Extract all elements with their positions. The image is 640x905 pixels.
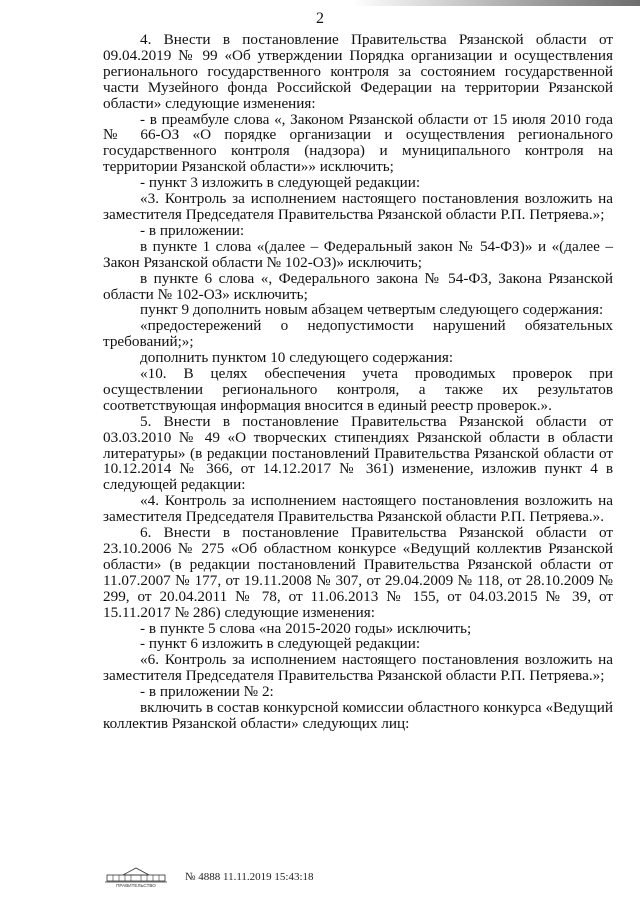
- paragraph-appendix-p9-text: «предостережений о недопустимости нарушений обязательных требований;»;: [103, 317, 613, 351]
- paragraph-5-text: «4. Контроль за исполнением настоящего постановления возложить на заместителя Председателя Правительства Рязанской области Р.П. Петряева.».: [103, 492, 613, 526]
- paragraph-6-include: включить в состав конкурсной комиссии областного конкурса «Ведущий коллектив Рязанской области» следующих лиц:: [103, 699, 613, 732]
- paragraph-appendix-p10-text: «10. В целях обеспечения учета проводимых проверок при осуществлении регионального контроля, а также их результатов соответствующая информация вносится в единый реестр проверок.».: [103, 365, 613, 414]
- scan-top-edge: [0, 0, 640, 6]
- paragraph-6-appendix2: - в приложении № 2:: [140, 683, 274, 701]
- paragraph-6: 6. Внести в постановление Правительства Рязанской области от 23.10.2006 № 275 «Об областном конкурсе «Ведущий коллектив Рязанской области» (в редакции постановлений Правительства Рязанской области от 11.07.2007 № 177, от 19.11.2008 № 307, от 29.04.2009 № 118, от 28.10.2009 № 299, от 20.04.2011 № 78, от 11.06.2013 № 155, от 04.03.2015 № 39, от 15.11.2017 № 286) следующие изменения:: [103, 524, 613, 621]
- document-reference: № 4888 11.11.2019 15:43:18: [185, 871, 314, 883]
- paragraph-6-item6-text: «6. Контроль за исполнением настоящего постановления возложить на заместителя Председателя Правительства Рязанской области Р.П. Петряева.»;: [103, 651, 613, 685]
- paragraph-item3: - пункт 3 изложить в следующей редакции:: [140, 174, 421, 192]
- document-body: [103, 32, 613, 732]
- paragraph-appendix-p9: пункт 9 дополнить новым абзацем четвертым следующего содержания:: [140, 301, 604, 319]
- paragraph-preamble: - в преамбуле слова «, Законом Рязанской области от 15 июля 2010 года № 66-ОЗ «О порядке организации и осуществления регионального государственного контроля (надзора) и муниципального контроля на территории Рязанской области»» исключить;: [103, 110, 613, 176]
- page-number: 2: [316, 10, 324, 27]
- paragraph-appendix-p1: в пункте 1 слова «(далее – Федеральный закон № 54-ФЗ)» и «(далее – Закон Рязанской области № 102-ОЗ)» исключить;: [103, 237, 613, 271]
- paragraph-6-item6: - пункт 6 изложить в следующей редакции:: [140, 635, 421, 653]
- footer: [105, 866, 405, 888]
- government-building-logo: [105, 866, 167, 888]
- paragraph-item3-text: «3. Контроль за исполнением настоящего постановления возложить на заместителя Председателя Правительства Рязанской области Р.П. Петряева.»;: [103, 190, 613, 223]
- paragraph-4: 4. Внести в постановление Правительства Рязанской области от 09.04.2019 № 99 «Об утверждении Порядка организации и осуществления регионального государственного контроля за состоянием государственной части Музейного фонда Российской Федерации на территории Рязанской области» следующие изменения:: [103, 31, 613, 112]
- paragraph-6-item5: - в пункте 5 слова «на 2015-2020 годы» исключить;: [140, 619, 472, 637]
- paragraph-appendix: - в приложении:: [140, 221, 245, 239]
- paragraph-appendix-p6: в пункте 6 слова «, Федерального закона № 54-ФЗ, Закона Рязанской области № 102-ОЗ» исключить;: [103, 269, 613, 303]
- paragraph-5: 5. Внести в постановление Правительства Рязанской области от 03.03.2010 № 49 «О творческих стипендиях Рязанской области в области литературы» (в редакции постановлений Правительства Рязанской области от 10.12.2014 № 366, от 14.12.2017 № 361) изменение, изложив пункт 4 в следующей редакции:: [103, 412, 613, 494]
- logo-text: ПРАВИТЕЛЬСТВО: [116, 883, 156, 888]
- paragraph-appendix-p10: дополнить пунктом 10 следующего содержания:: [140, 349, 454, 367]
